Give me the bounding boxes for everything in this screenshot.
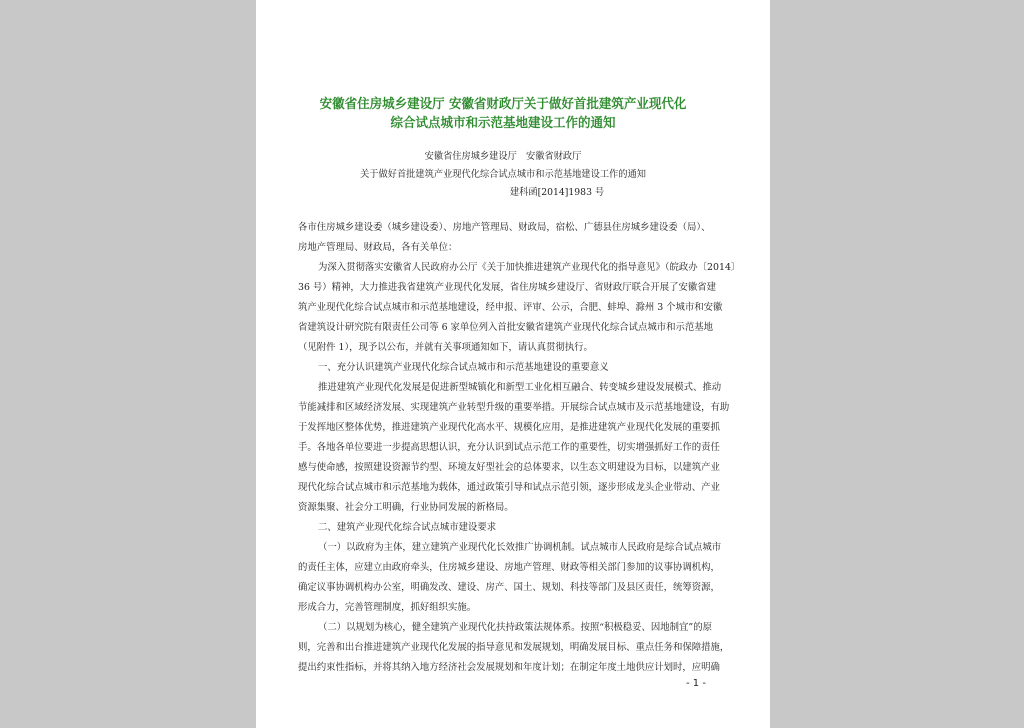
body-line: 房地产管理局、财政局，各有关单位： (298, 242, 458, 253)
body-line: 手。各地各单位要进一步提高思想认识，充分认识到试点示范工作的重要性，切实增强抓好工作的责任 (298, 442, 720, 453)
body-line: 则，完善和出台推进建筑产业现代化发展的指导意见和发展规划，明确发展目标、重点任务和保障措施， (298, 642, 730, 653)
body-line: 提出约束性指标，并将其纳入地方经济社会发展规划和年度计划；在制定年度土地供应计划时，应明确 (298, 662, 720, 673)
body-line: （二）以规划为核心，健全建筑产业现代化扶持政策法规体系。按照“积极稳妥、因地制宜”的原 (318, 622, 712, 633)
body-line: 形成合力，完善管理制度，抓好组织实施。 (298, 602, 477, 613)
body-line: 资源集聚、社会分工明确，行业协同发展的新格局。 (298, 502, 514, 513)
body-line: 节能减排和区域经济发展、实现建筑产业转型升级的重要举措。开展综合试点城市及示范基地建设，有助 (298, 402, 730, 413)
body-line: 推进建筑产业现代化发展是促进新型城镇化和新型工业化相互融合、转变城乡建设发展模式、推动 (318, 382, 722, 393)
document-title-line-1: 安徽省住房城乡建设厅 安徽省财政厅关于做好首批建筑产业现代化 (319, 97, 687, 112)
section-heading: 二、建筑产业现代化综合试点城市建设要求 (318, 522, 497, 533)
body-line: 确定议事协调机构办公室，明确发改、建设、房产、国土、规划、科技等部门及县区责任，统筹资源， (298, 582, 720, 593)
body-line: 现代化综合试点城市和示范基地为载体，通过政策引导和试点示范引领，逐步形成龙头企业带动、产业 (298, 482, 720, 493)
body-line: 筑产业现代化综合试点城市和示范基地建设，经申报、评审、公示，合肥、蚌埠、滁州 3 个城市和安徽 (298, 302, 723, 313)
body-line: 的责任主体，应建立由政府牵头，住房城乡建设、房地产管理、财政等相关部门参加的议事协调机构， (298, 562, 720, 573)
body-line: 感与使命感，按照建设资源节约型、环境友好型社会的总体要求，以生态文明建设为目标，以建筑产业 (298, 462, 720, 473)
doc-number: 建科函[2014]1983 号 (509, 187, 605, 198)
body-line: 省建筑设计研究院有限责任公司等 6 家单位列入首批安徽省建筑产业现代化综合试点城市和示范基地 (298, 322, 714, 333)
subtitle-line: 关于做好首批建筑产业现代化综合试点城市和示范基地建设工作的通知 (360, 169, 646, 180)
section-heading: 一、充分认识建筑产业现代化综合试点城市和示范基地建设的重要意义 (318, 362, 609, 373)
page-number: - 1 - (686, 678, 706, 689)
document-page (256, 0, 770, 728)
body-line: 各市住房城乡建设委（城乡建设委）、房地产管理局、财政局，宿松、广德县住房城乡建设委（局）、 (298, 222, 711, 233)
document-title-line-2: 综合试点城市和示范基地建设工作的通知 (390, 116, 616, 131)
body-line: （一）以政府为主体，建立建筑产业现代化长效推广协调机制。试点城市人民政府是综合试点城市 (318, 542, 722, 553)
issuers-line: 安徽省住房城乡建设厅 安徽省财政厅 (424, 151, 582, 162)
body-line: （见附件 1），现予以公布，并就有关事项通知如下，请认真贯彻执行。 (298, 342, 593, 353)
body-line: 为深入贯彻落实安徽省人民政府办公厅《关于加快推进建筑产业现代化的指导意见》（皖政办〔2014〕 (318, 262, 741, 273)
body-line: 36 号）精神，大力推进我省建筑产业现代化发展，省住房城乡建设厅、省财政厅联合开展了安徽省建 (298, 282, 717, 293)
body-line: 于发挥地区整体优势，推进建筑产业现代化高水平、规模化应用，是推进建筑产业现代化发展的重要抓 (298, 422, 720, 433)
